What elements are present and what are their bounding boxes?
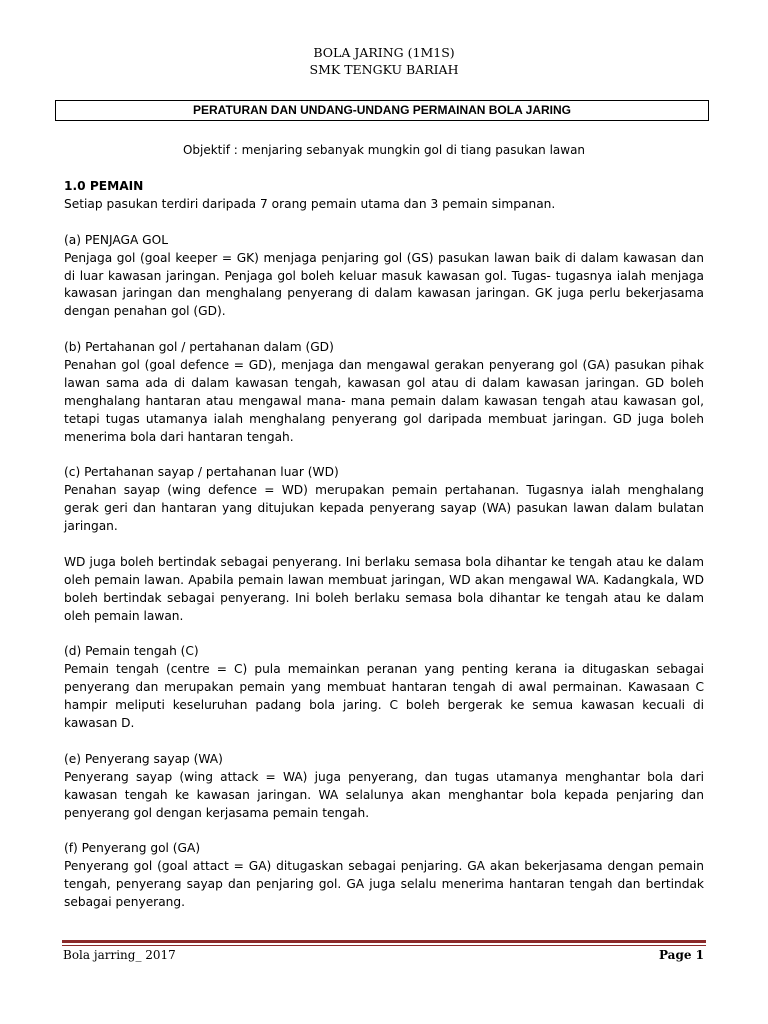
footer-page-number: Page 1 (658, 948, 704, 962)
position-paragraph: Penyerang sayap (wing attack = WA) juga penyerang, dan tugas utamanya menghantar bola dari kawasan tengah ke kawasan jaringan. WA selalunya akan menghantar bola kepada penjaring dan penyerang gol dengan kerjasama pemain tengah. (64, 769, 704, 820)
header-line-1: BOLA JARING (1M1S) (313, 45, 455, 60)
footer-doc-name: Bola jarring_ 2017 (63, 948, 176, 962)
position-heading: (f) Penyerang gol (GA) (64, 841, 201, 856)
position-b (64, 339, 704, 446)
position-paragraph: Penahan gol (goal defence = GD), menjaga dan mengawal gerakan penyerang gol (GA) pasukan pihak lawan sama ada di dalam kawasan tengah, kawasan gol atau di dalam kawasan jaringan. GD boleh menghalang hantaran atau mengawal mana- mana pemain dalam kawasan tengah atau kawasan gol, tetapi tugas utamanya ialah menghalang penyerang gol daripada membuat jaringan. GD juga boleh menerima bola dari hantaran tengah. (64, 358, 704, 444)
position-e (64, 751, 704, 823)
position-paragraph: Penjaga gol (goal keeper = GK) menjaga penjaring gol (GS) pasukan lawan baik di dalam kawasan dan di luar kawasan jaringan. Penjaga gol boleh keluar masuk kawasan gol. Tugas- tugasnya ialah menjaga kawasan jaringan dan menghalang penyerang di dalam kawasan jaringan. GK juga perlu bekerjasama dengan penahan gol (GD). (64, 250, 704, 319)
position-a (64, 232, 704, 322)
position-paragraph: Penahan sayap (wing defence = WD) merupakan pemain pertahanan. Tugasnya ialah menghalang gerak geri dan hantaran yang ditujukan kepada penyerang sayap (WA) pasukan lawan dalam bulatan jaringan. (64, 483, 704, 534)
footer-rule (62, 940, 706, 943)
page-header (0, 44, 768, 78)
document-body (64, 178, 704, 912)
position-heading: (b) Pertahanan gol / pertahanan dalam (GD) (64, 340, 334, 355)
position-paragraph: Penyerang gol (goal attact = GA) ditugaskan sebagai penjaring. GA akan bekerjasama dengan pemain tengah, penyerang sayap dan penjaring gol. GA juga selalu menerima hantaran tengah dan bertindak sebagai penyerang. (64, 859, 704, 910)
header-line-2: SMK TENGKU BARIAH (309, 62, 459, 77)
position-c (64, 464, 704, 625)
position-heading: (a) PENJAGA GOL (64, 232, 169, 247)
objective-line: Objektif : menjaring sebanyak mungkin gol di tiang pasukan lawan (182, 143, 586, 157)
position-paragraph: WD juga boleh bertindak sebagai penyerang. Ini berlaku semasa bola dihantar ke tengah atau ke dalam oleh pemain lawan. Apabila pemain lawan membuat jaringan, WD akan mengawal WA. Kadangkala, WD boleh bertindak sebagai penyerang. Ini boleh berlaku semasa bola dihantar ke tengah atau ke dalam oleh pemain lawan. (64, 554, 704, 623)
section-heading: 1.0 PEMAIN (64, 179, 144, 193)
position-heading: (d) Pemain tengah (C) (64, 644, 199, 659)
footer-rule-thin (62, 945, 706, 946)
position-paragraph: Pemain tengah (centre = C) pula memainkan peranan yang penting kerana ia ditugaskan sebagai penyerang dan merupakan pemain yang membuat hantaran tengah di awal permainan. Kawasaan C hampir meliputi keseluruhan padang bola jaring. C boleh bergerak ke semua kawasan kecuali di kawasan D. (64, 662, 704, 731)
document-title: PERATURAN DAN UNDANG-UNDANG PERMAINAN BOLA JARING (55, 100, 709, 121)
position-heading: (e) Penyerang sayap (WA) (64, 751, 223, 766)
position-f (64, 840, 704, 912)
section-intro: Setiap pasukan terdiri daripada 7 orang pemain utama dan 3 pemain simpanan. (64, 196, 556, 211)
position-d (64, 643, 704, 733)
position-heading: (c) Pertahanan sayap / pertahanan luar (WD) (64, 465, 339, 480)
